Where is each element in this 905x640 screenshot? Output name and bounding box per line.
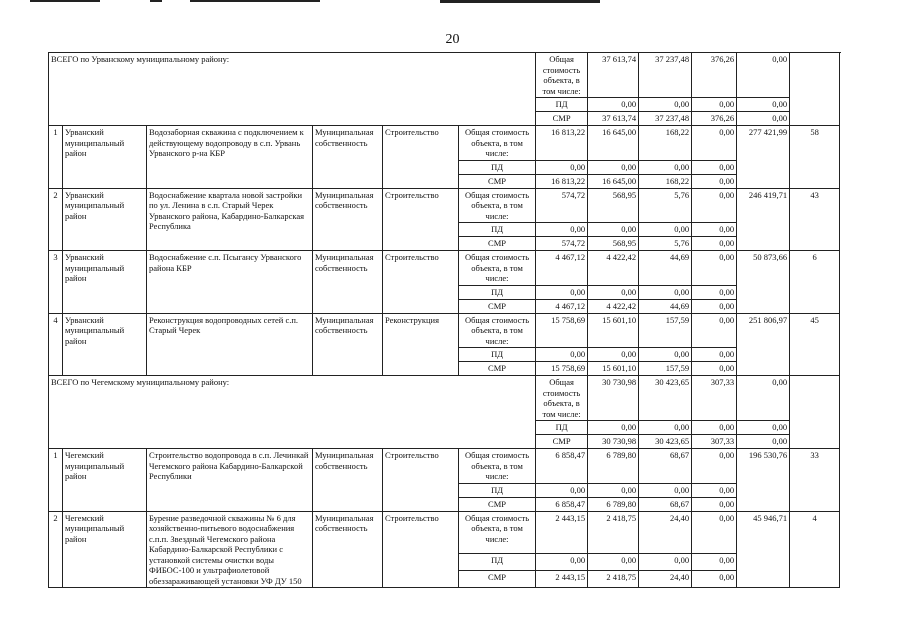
local-value: 0,00	[737, 376, 790, 421]
program-table	[48, 52, 840, 588]
project-name: Водозаборная скважина с подключением к действующему водопроводу в с.п. Урвань Урванского р-на КБР	[147, 126, 313, 189]
total-value: 30 730,98	[588, 376, 639, 421]
total-value: 4 467,12	[536, 251, 588, 286]
regional-value: 44,69	[639, 299, 692, 313]
cost-label: СМР	[459, 237, 536, 251]
project-extra-count: 33	[790, 449, 840, 512]
regional-value: 376,26	[692, 53, 737, 98]
section-total-row	[49, 376, 840, 421]
regional-value: 157,59	[639, 362, 692, 376]
total-value: 0,00	[536, 553, 588, 570]
local-value: 0,00	[692, 126, 737, 161]
cost-label: Общая стоимость объекта, в том числе:	[459, 313, 536, 348]
total-value: 37 613,74	[588, 112, 639, 126]
regional-value: 5,76	[639, 237, 692, 251]
cost-label: СМР	[459, 362, 536, 376]
local-value: 0,00	[692, 553, 737, 570]
local-value: 0,00	[692, 299, 737, 313]
federal-value: 30 423,65	[639, 376, 692, 421]
local-value: 0,00	[692, 251, 737, 286]
project-number: 4	[49, 313, 63, 376]
local-value: 0,00	[692, 285, 737, 299]
project-number: 2	[49, 511, 63, 588]
federal-value: 568,95	[588, 237, 639, 251]
scan-artifact-line	[190, 0, 320, 2]
local-value: 0,00	[692, 313, 737, 348]
cost-label: ПД	[459, 348, 536, 362]
total-value: 2 443,15	[536, 570, 588, 587]
total-value: 0,00	[536, 285, 588, 299]
scan-artifact-line	[440, 0, 600, 3]
section-total-label: ВСЕГО по Урванскому муниципальному району:	[49, 53, 536, 126]
cost-label: СМР	[459, 497, 536, 511]
project-ownership: Муниципальная собственность	[313, 449, 383, 512]
federal-value: 15 601,10	[588, 313, 639, 348]
regional-value: 0,00	[639, 223, 692, 237]
total-value: 6 858,47	[536, 497, 588, 511]
regional-value: 0,00	[692, 421, 737, 435]
cost-label: Общая стоимость объекта, в том числе:	[459, 511, 536, 553]
federal-value: 0,00	[639, 421, 692, 435]
local-value: 0,00	[692, 483, 737, 497]
cost-label: Общая стоимость объекта, в том числе:	[459, 126, 536, 161]
total-value: 574,72	[536, 237, 588, 251]
federal-value: 568,95	[588, 188, 639, 223]
project-name: Бурение разведочной скважины № 6 для хозяйственно-питьевого водоснабжения с.п.п. Звездный Чегемского района Кабардино-Балкарской Республики с установкой системы очистки воды ФИБОС-100 и ультрафиолетовой обеззараживающей установки УФ ДУ 150	[147, 511, 313, 588]
cost-label: СМР	[536, 435, 588, 449]
cost-label: ПД	[459, 223, 536, 237]
project-number: 3	[49, 251, 63, 314]
project-row	[49, 313, 840, 348]
project-ownership: Муниципальная собственность	[313, 313, 383, 376]
local-value: 0,00	[737, 421, 790, 435]
federal-value: 0,00	[588, 348, 639, 362]
federal-value: 4 422,42	[588, 299, 639, 313]
project-extra-count: 58	[790, 126, 840, 189]
local-value: 0,00	[737, 98, 790, 112]
federal-value: 37 237,48	[639, 53, 692, 98]
regional-value: 0,00	[639, 483, 692, 497]
project-extra-value: 45 946,71	[737, 511, 790, 588]
cost-label: СМР	[536, 112, 588, 126]
local-value: 0,00	[737, 112, 790, 126]
local-value: 0,00	[692, 237, 737, 251]
local-value: 0,00	[737, 435, 790, 449]
federal-value: 37 237,48	[639, 112, 692, 126]
project-extra-value: 251 806,97	[737, 313, 790, 376]
federal-value: 0,00	[588, 223, 639, 237]
project-district: Урванский муниципальный район	[63, 313, 147, 376]
federal-value: 0,00	[639, 98, 692, 112]
project-district: Чегемский муниципальный район	[63, 449, 147, 512]
total-value: 574,72	[536, 188, 588, 223]
total-value: 6 858,47	[536, 449, 588, 484]
cost-label: Общая стоимость объекта, в том числе:	[536, 376, 588, 421]
project-work-type: Строительство	[383, 511, 459, 588]
cost-label: ПД	[459, 483, 536, 497]
project-extra-value: 196 530,76	[737, 449, 790, 512]
total-value: 37 613,74	[588, 53, 639, 98]
total-value: 0,00	[536, 348, 588, 362]
project-extra-count: 43	[790, 188, 840, 251]
section-total-row	[49, 53, 840, 98]
project-district: Чегемский муниципальный район	[63, 511, 147, 588]
project-district: Урванский муниципальный район	[63, 251, 147, 314]
federal-value: 16 645,00	[588, 126, 639, 161]
section-total-label: ВСЕГО по Чегемскому муниципальному району:	[49, 376, 536, 449]
regional-value: 24,40	[639, 511, 692, 553]
cost-label: ПД	[459, 160, 536, 174]
project-number: 2	[49, 188, 63, 251]
regional-value: 0,00	[639, 553, 692, 570]
regional-value: 168,22	[639, 126, 692, 161]
local-value: 0,00	[692, 174, 737, 188]
federal-value: 0,00	[588, 160, 639, 174]
regional-value: 376,26	[692, 112, 737, 126]
local-value: 0,00	[692, 570, 737, 587]
cost-label: ПД	[536, 421, 588, 435]
federal-value: 2 418,75	[588, 511, 639, 553]
project-ownership: Муниципальная собственность	[313, 251, 383, 314]
project-name: Водоснабжение с.п. Псыгансу Урванского района КБР	[147, 251, 313, 314]
total-value: 0,00	[588, 421, 639, 435]
project-row	[49, 449, 840, 484]
project-name: Строительство водопровода в с.п. Лечинкай Чегемского района Кабардино-Балкарской Республики	[147, 449, 313, 512]
total-value: 16 813,22	[536, 126, 588, 161]
regional-value: 0,00	[692, 98, 737, 112]
project-district: Урванский муниципальный район	[63, 126, 147, 189]
cost-label: ПД	[459, 553, 536, 570]
local-value: 0,00	[692, 160, 737, 174]
project-extra-count: 6	[790, 251, 840, 314]
total-value: 0,00	[536, 483, 588, 497]
regional-value: 44,69	[639, 251, 692, 286]
project-name: Водоснабжение квартала новой застройки по ул. Ленина в с.п. Старый Черек Урванского района, Кабардино-Балкарская Республика	[147, 188, 313, 251]
project-work-type: Строительство	[383, 188, 459, 251]
project-ownership: Муниципальная собственность	[313, 126, 383, 189]
local-value: 0,00	[692, 511, 737, 553]
project-row	[49, 251, 840, 286]
project-work-type: Реконструкция	[383, 313, 459, 376]
project-extra-value: 50 873,66	[737, 251, 790, 314]
project-extra-count: 45	[790, 313, 840, 376]
regional-value: 0,00	[639, 160, 692, 174]
project-extra-value: 246 419,71	[737, 188, 790, 251]
total-value: 4 467,12	[536, 299, 588, 313]
project-number: 1	[49, 126, 63, 189]
total-value: 0,00	[536, 223, 588, 237]
federal-value: 6 789,80	[588, 497, 639, 511]
local-value: 0,00	[692, 188, 737, 223]
scan-artifact-line	[150, 0, 162, 2]
empty-cell	[790, 53, 840, 126]
regional-value: 24,40	[639, 570, 692, 587]
table-body	[49, 53, 840, 588]
regional-value: 157,59	[639, 313, 692, 348]
scan-artifact-line	[30, 0, 100, 2]
federal-value: 0,00	[588, 483, 639, 497]
federal-value: 2 418,75	[588, 570, 639, 587]
project-district: Урванский муниципальный район	[63, 188, 147, 251]
project-work-type: Строительство	[383, 449, 459, 512]
project-row	[49, 511, 840, 553]
regional-value: 0,00	[639, 285, 692, 299]
cost-label: ПД	[536, 98, 588, 112]
cost-label: Общая стоимость объекта, в том числе:	[459, 449, 536, 484]
local-value: 0,00	[692, 497, 737, 511]
total-value: 0,00	[536, 160, 588, 174]
local-value: 0,00	[692, 362, 737, 376]
federal-value: 0,00	[588, 285, 639, 299]
local-value: 0,00	[692, 223, 737, 237]
regional-value: 307,33	[692, 435, 737, 449]
project-work-type: Строительство	[383, 126, 459, 189]
federal-value: 16 645,00	[588, 174, 639, 188]
local-value: 0,00	[692, 449, 737, 484]
cost-label: Общая стоимость объекта, в том числе:	[536, 53, 588, 98]
page-number: 20	[445, 32, 460, 47]
project-row	[49, 126, 840, 161]
federal-value: 15 601,10	[588, 362, 639, 376]
project-number: 1	[49, 449, 63, 512]
project-name: Реконструкция водопроводных сетей с.п. Старый Черек	[147, 313, 313, 376]
total-value: 30 730,98	[588, 435, 639, 449]
cost-label: Общая стоимость объекта, в том числе:	[459, 251, 536, 286]
total-value: 15 758,69	[536, 362, 588, 376]
cost-label: СМР	[459, 299, 536, 313]
regional-value: 68,67	[639, 497, 692, 511]
project-extra-count: 4	[790, 511, 840, 588]
empty-cell	[790, 376, 840, 449]
project-work-type: Строительство	[383, 251, 459, 314]
local-value: 0,00	[692, 348, 737, 362]
regional-value: 307,33	[692, 376, 737, 421]
cost-label: ПД	[459, 285, 536, 299]
regional-value: 0,00	[639, 348, 692, 362]
cost-label: СМР	[459, 570, 536, 587]
project-extra-value: 277 421,99	[737, 126, 790, 189]
total-value: 16 813,22	[536, 174, 588, 188]
regional-value: 5,76	[639, 188, 692, 223]
project-ownership: Муниципальная собственность	[313, 188, 383, 251]
cost-label: Общая стоимость объекта, в том числе:	[459, 188, 536, 223]
regional-value: 168,22	[639, 174, 692, 188]
cost-label: СМР	[459, 174, 536, 188]
total-value: 0,00	[588, 98, 639, 112]
federal-value: 0,00	[588, 553, 639, 570]
local-value: 0,00	[737, 53, 790, 98]
project-row	[49, 188, 840, 223]
federal-value: 6 789,80	[588, 449, 639, 484]
total-value: 15 758,69	[536, 313, 588, 348]
federal-value: 30 423,65	[639, 435, 692, 449]
project-ownership: Муниципальная собственность	[313, 511, 383, 588]
federal-value: 4 422,42	[588, 251, 639, 286]
regional-value: 68,67	[639, 449, 692, 484]
total-value: 2 443,15	[536, 511, 588, 553]
